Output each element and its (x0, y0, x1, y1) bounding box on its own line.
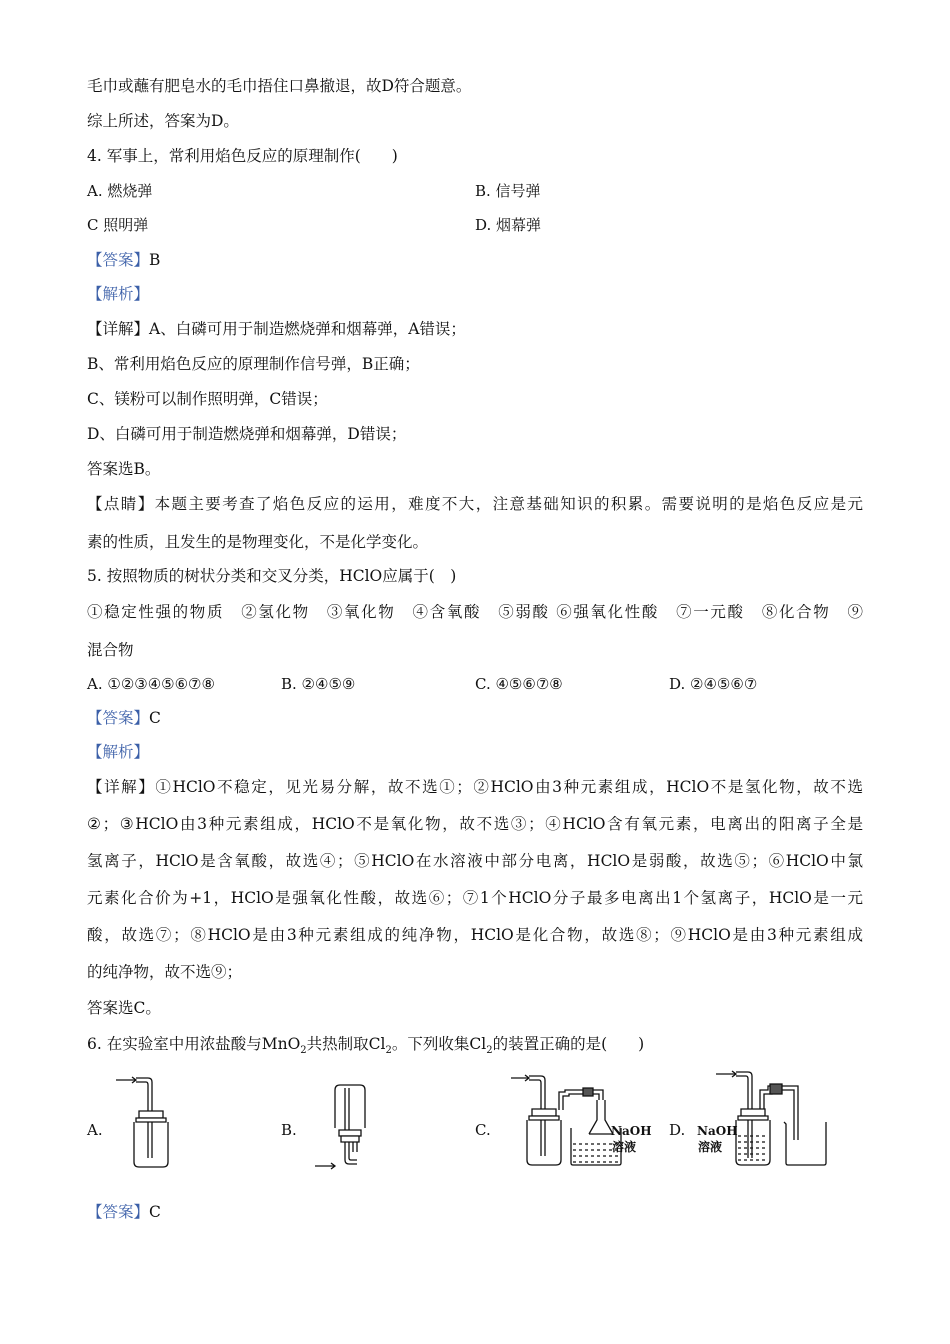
q5-option-d: D. ②④⑤⑥⑦ (669, 675, 758, 693)
q5-option-b: B. ②④⑤⑨ (281, 675, 356, 693)
q6-label-a: A. (87, 1121, 103, 1139)
answer-tag: 【答案】 (87, 1203, 150, 1221)
text-line: 综上所述，答案为D。 (87, 112, 239, 130)
q5-analysis-tag: 【解析】 (87, 743, 150, 761)
q6-label-c: C. (475, 1121, 491, 1139)
question-4-stem: 4. 军事上，常利用焰色反应的原理制作( ) (87, 147, 398, 165)
answer-value: C (149, 709, 161, 727)
answer-tag: 【答案】 (87, 251, 150, 269)
detail-text: ①HClO不稳定，见光易分解，故不选①；②HClO由3种元素组成，HClO不是氢化物，故不选 (155, 778, 863, 796)
apparatus-b-diagram (313, 1080, 383, 1170)
q4-option-d: D. 烟幕弹 (475, 216, 542, 234)
detail-text: A、白磷可用于制造燃烧弹和烟幕弹，A错误； (149, 320, 466, 338)
q5-items-line: ①稳定性强的物质 ②氢化物 ③氧化物 ④含氧酸 ⑤弱酸 ⑥强氧化性酸 ⑦一元酸 ⑧化合物 ⑨ (87, 603, 863, 621)
q6-answer (87, 1202, 161, 1222)
subscript: 2 (486, 1045, 493, 1057)
q5-option-c: C. ④⑤⑥⑦⑧ (475, 675, 563, 693)
q5-items-line: 混合物 (87, 641, 134, 659)
q6-label-d: D. (669, 1121, 686, 1139)
q4-answer (87, 250, 160, 270)
stem-part: 6. 在实验室中用浓盐酸与MnO (87, 1035, 301, 1053)
detail-tag: 【详解】 (87, 320, 150, 338)
q4-detail-line: C、镁粉可以制作照明弹，C错误； (87, 390, 328, 408)
q4-option-c: C 照明弹 (87, 216, 149, 234)
apparatus-d-diagram (706, 1070, 836, 1170)
subscript: 2 (300, 1045, 307, 1057)
answer-value: B (149, 251, 161, 269)
q5-answer (87, 708, 161, 728)
comment-tag: 【点睛】 (87, 495, 155, 513)
naoh-label-c: NaOH (611, 1124, 652, 1138)
q5-detail-line: ②；③HClO由3种元素组成，HClO不是氧化物，故不选③；④HClO含有氧元素，电离出的阳离子全是 (87, 815, 863, 833)
q4-option-a: A. 燃烧弹 (87, 182, 153, 200)
naoh-label-d: NaOH (697, 1124, 738, 1138)
subscript: 2 (385, 1045, 392, 1057)
apparatus-c-diagram (509, 1070, 659, 1170)
detail-tag: 【详解】 (87, 778, 156, 796)
q5-detail-line: 元素化合价为+1，HClO是强氧化性酸，故选⑥；⑦1个HClO分子最多电离出1个氢离子，HClO是一元 (87, 889, 863, 907)
q4-detail-line: B、常利用焰色反应的原理制作信号弹，B正确； (87, 355, 420, 373)
comment-text: 本题主要考查了焰色反应的运用，难度不大，注意基础知识的积累。需要说明的是焰色反应是元 (154, 495, 863, 513)
q5-detail-line: 氢离子，HClO是含氧酸，故选④；⑤HClO在水溶液中部分电离，HClO是弱酸，故选⑤；⑥HClO中氯 (87, 852, 863, 870)
stem-part: 共热制取Cl (306, 1035, 386, 1053)
stem-part: 。下列收集Cl (391, 1035, 487, 1053)
q4-comment-line (87, 494, 863, 514)
answer-tag: 【答案】 (87, 709, 150, 727)
q4-detail-line: 答案选B。 (87, 460, 161, 478)
q4-detail-line: D、白磷可用于制造燃烧弹和烟幕弹，D错误； (87, 425, 407, 443)
q4-option-b: B. 信号弹 (475, 182, 541, 200)
q5-detail-line: 答案选C。 (87, 999, 161, 1017)
q5-detail-line: 的纯净物，故不选⑨； (87, 963, 243, 981)
q5-detail-line (87, 777, 863, 797)
text-line: 毛巾或蘸有肥皂水的毛巾捂住口鼻撤退，故D符合题意。 (87, 77, 472, 95)
q5-option-a: A. ①②③④⑤⑥⑦⑧ (87, 675, 215, 693)
q4-detail-line (87, 319, 466, 339)
stem-part: 的装置正确的是( ) (492, 1035, 645, 1053)
question-5-stem: 5. 按照物质的树状分类和交叉分类，HClO应属于( ) (87, 567, 457, 585)
question-6-stem (87, 1034, 644, 1061)
solution-label-c: 溶液 (612, 1140, 637, 1154)
q5-detail-line: 酸，故选⑦；⑧HClO是由3种元素组成的纯净物，HClO是化合物，故选⑧；⑨HClO是由3种元素组成 (87, 926, 863, 944)
answer-value: C (149, 1203, 161, 1221)
q4-analysis-tag: 【解析】 (87, 285, 150, 303)
q6-label-b: B. (281, 1121, 297, 1139)
solution-label-d: 溶液 (698, 1140, 723, 1154)
q4-comment-line: 素的性质，且发生的是物理变化，不是化学变化。 (87, 533, 429, 551)
apparatus-a-diagram (112, 1072, 182, 1172)
